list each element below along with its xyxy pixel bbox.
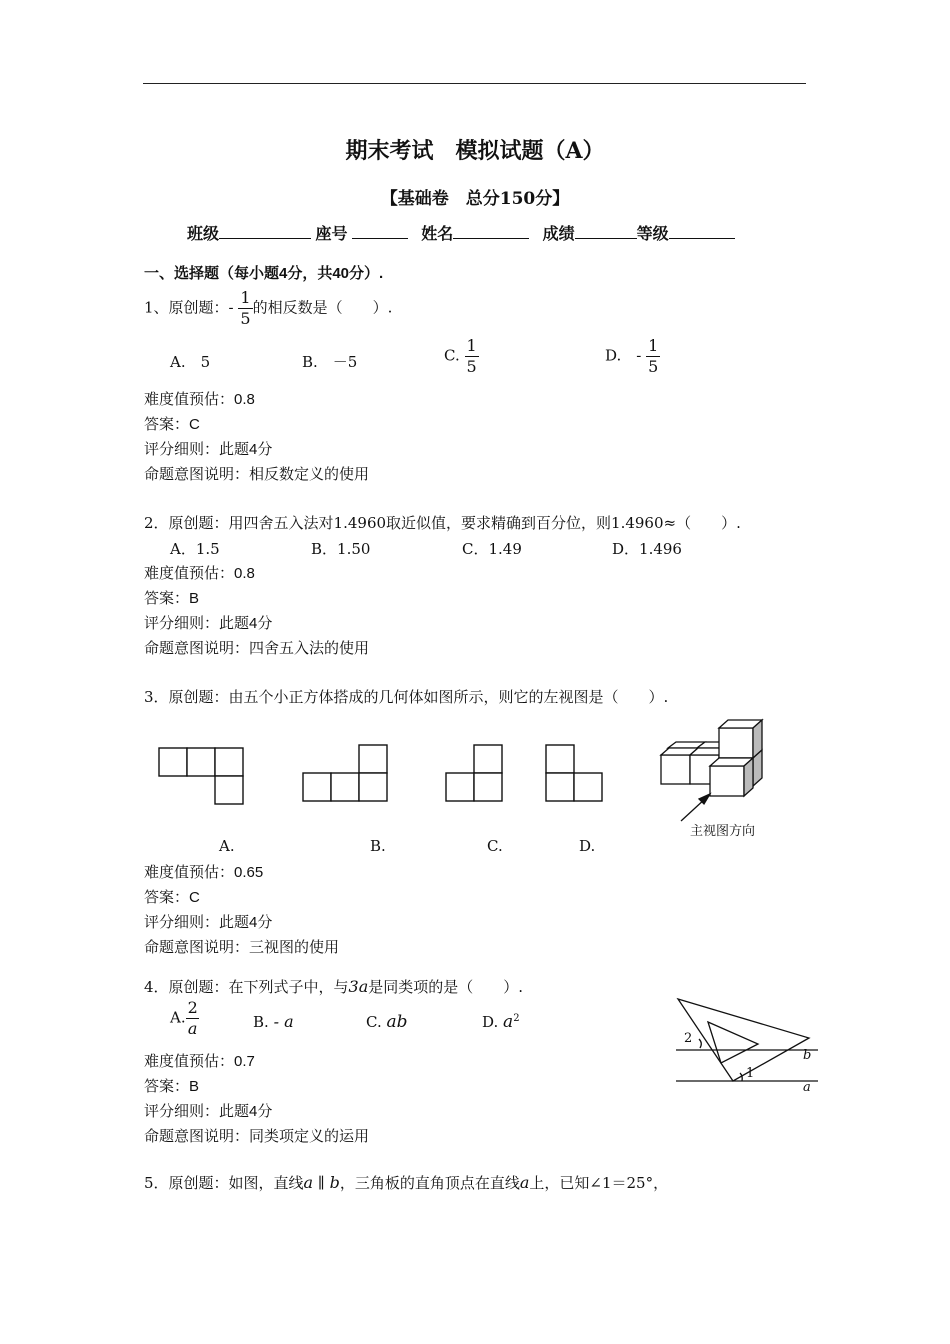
field-score-label: 成绩 (542, 226, 575, 243)
q3-difficulty: 难度值预估：0.65 (144, 864, 264, 881)
q1-option-d-label: D. - (605, 346, 642, 365)
field-name-label: 姓名 (421, 226, 454, 243)
q4-stem-suffix: 是同类项的是（ ）. (368, 978, 524, 996)
q3-scoring: 评分细则：此题4分 (144, 914, 273, 931)
q1-option-c-den: 5 (466, 357, 477, 376)
q1-option-d-num: 1 (648, 336, 659, 355)
q2-option-c: C．1.49 (462, 540, 522, 558)
q2-option-b: B．1.50 (311, 540, 371, 558)
q1-option-b: B. －5 (302, 353, 358, 371)
q1-stem-prefix: 1、原创题：- (144, 298, 234, 317)
q3-option-b-label: B. (370, 837, 386, 855)
q1-frac-num: 1 (240, 288, 251, 307)
q3-view-label: 主视图方向 (690, 824, 756, 839)
q4-option-c-value: ab (386, 1012, 408, 1032)
q1-frac-den: 5 (240, 309, 251, 328)
q1-difficulty: 难度值预估：0.8 (144, 391, 255, 408)
q1-answer: 答案：C (144, 416, 200, 433)
q5-line-a: a (303, 1173, 314, 1192)
line-a-label: a (803, 1080, 811, 1095)
q1-intent: 命题意图说明：相反数定义的使用 (144, 466, 370, 483)
q4-intent: 命题意图说明：同类项定义的运用 (144, 1128, 370, 1145)
line-b-label: b (803, 1048, 812, 1063)
q3-option-c-label: C. (487, 837, 503, 855)
q4-option-d-base: a (503, 1012, 514, 1032)
q2-stem: 2．原创题：用四舍五入法对1.4960取近似值，要求精确到百分位，则1.4960≈（ ）. (144, 514, 741, 532)
page-subtitle: 【基础卷 总分150分】 (380, 189, 570, 209)
q1-option-c-num: 1 (466, 336, 477, 355)
field-class-label: 班级 (187, 226, 220, 243)
section-heading: 一、选择题（每小题4分，共40分）. (144, 265, 384, 282)
q2-option-d: D．1.496 (612, 540, 682, 558)
q5-stem-mid: ，三角板的直角顶点在直线 (339, 1174, 520, 1192)
q2-difficulty: 难度值预估：0.8 (144, 565, 255, 582)
q4-difficulty: 难度值预估：0.7 (144, 1053, 255, 1070)
q2-option-a: A．1.5 (170, 540, 220, 558)
q4-stem-term: 3a (348, 977, 369, 996)
q4-option-a-num: 2 (187, 998, 198, 1017)
page-title: 期末考试 模拟试题（A） (345, 138, 605, 164)
q5-line-a-second: a (519, 1173, 530, 1192)
q5-line-b: b (329, 1173, 340, 1192)
q4-option-c-label: C. (366, 1013, 382, 1031)
q3-stem: 3．原创题：由五个小正方体搭成的几何体如图所示，则它的左视图是（ ）. (144, 688, 669, 706)
field-seat-label: 座号 (315, 226, 348, 243)
q4-option-d-exponent: 2 (513, 1013, 520, 1024)
q4-option-a-label: A. (170, 1008, 186, 1027)
q1-option-a: A. 5 (170, 353, 211, 371)
angle-2-label: 2 (684, 1031, 693, 1046)
q4-stem-prefix: 4．原创题：在下列式子中，与 (144, 978, 349, 996)
q1-option-d-den: 5 (648, 357, 659, 376)
q1-option-c-label: C. (444, 346, 460, 365)
q5-parallel-symbol: ∥ (317, 1174, 325, 1192)
q2-scoring: 评分细则：此题4分 (144, 615, 273, 632)
q4-answer: 答案：B (144, 1078, 200, 1095)
q4-scoring: 评分细则：此题4分 (144, 1103, 273, 1120)
q3-answer: 答案：C (144, 889, 200, 906)
q5-stem (144, 1172, 668, 1193)
field-grade-label: 等级 (636, 226, 669, 243)
q1-stem-suffix: 的相反数是（ ）. (252, 298, 393, 317)
q4-option-b-label: B. (253, 1013, 269, 1031)
q4-option-d-label: D. (482, 1013, 499, 1031)
q4-option-b-value: - a (273, 1012, 294, 1031)
q2-intent: 命题意图说明：四舍五入法的使用 (144, 640, 370, 657)
q4-option-a-den: a (187, 1019, 198, 1038)
q5-stem-suffix: 上，已知∠1＝25°， (529, 1174, 669, 1192)
q2-answer: 答案：B (144, 590, 200, 607)
angle-1-label: 1 (746, 1066, 755, 1081)
q5-stem-prefix: 5．原创题：如图，直线 (144, 1174, 304, 1192)
q3-intent: 命题意图说明：三视图的使用 (144, 939, 340, 956)
q1-scoring: 评分细则：此题4分 (144, 441, 273, 458)
q3-option-a-label: A. (219, 837, 235, 855)
q3-option-d-label: D. (579, 837, 596, 855)
